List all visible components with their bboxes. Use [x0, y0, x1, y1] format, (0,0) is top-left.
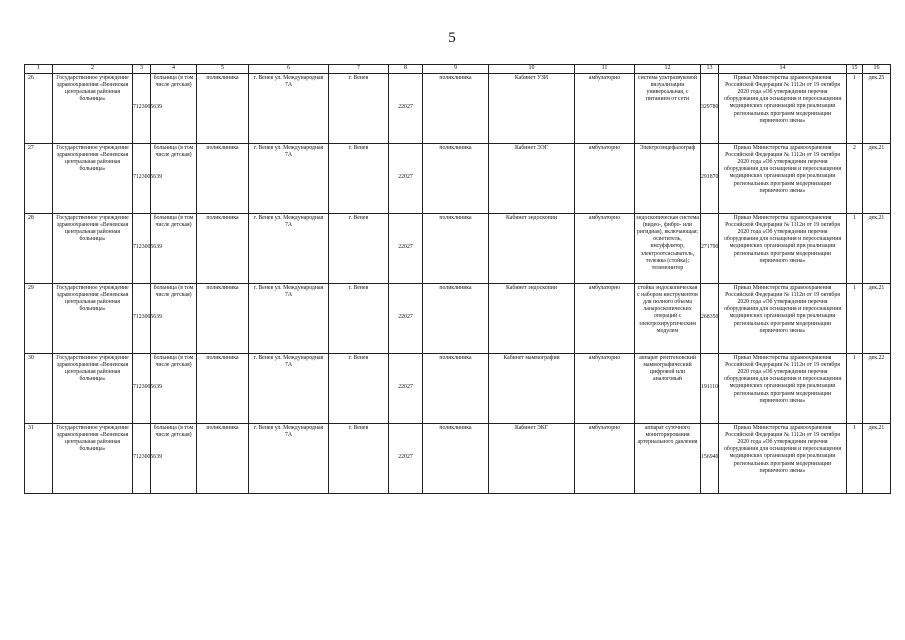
column-number: 6	[249, 65, 329, 74]
equipment-name: система ультразвуковой визуализации универсальная, с питанием от сети	[635, 73, 701, 143]
inn-code: 7123005639	[133, 353, 151, 423]
unit-type: поликлиника	[197, 423, 249, 493]
delivery-month: дек.21	[863, 283, 891, 353]
equipment-code: 329780	[701, 73, 719, 143]
city: г. Венев	[329, 423, 389, 493]
room: Кабинет ЭЭГ	[489, 143, 575, 213]
equipment-name: аппарат рентгеновский маммографический цифровой или аналоговый	[635, 353, 701, 423]
unit-type: поликлиника	[197, 73, 249, 143]
unit-type: поликлиника	[197, 143, 249, 213]
column-number: 12	[635, 65, 701, 74]
equipment-name: Электроэнцефалограф	[635, 143, 701, 213]
city: г. Венев	[329, 283, 389, 353]
care-mode: амбулаторно	[575, 423, 635, 493]
column-number: 13	[701, 65, 719, 74]
department: поликлиника	[423, 213, 489, 283]
organization-name: Государственное учреждение здравоохранения «Веневская центральная районная больница»	[53, 73, 133, 143]
equipment-code: 268350	[701, 283, 719, 353]
column-number-row	[25, 65, 891, 74]
room: Кабинет ЭКГ	[489, 423, 575, 493]
institution-type: больница (в том числе детская)	[151, 73, 197, 143]
column-number: 5	[197, 65, 249, 74]
care-mode: амбулаторно	[575, 143, 635, 213]
organization-name: Государственное учреждение здравоохранения «Веневская центральная районная больница»	[53, 143, 133, 213]
institution-type: больница (в том числе детская)	[151, 283, 197, 353]
equipment-code: 271790	[701, 213, 719, 283]
page-number: 5	[448, 30, 456, 46]
inn-code: 7123005639	[133, 283, 151, 353]
regulation: Приказ Министерства здравоохранения Российской Федерации № 1112н от 19 октября 2020 года «Об утверждении перечня оборудования для оснащения и переоснащения медицинских организаций при реализации региональных программ модернизации первичного звена»	[719, 213, 847, 283]
column-number: 4	[151, 65, 197, 74]
equipment-name: эндоскопическая система (видео-, фибро- или ригидная), включающая: осветитель, инсуффлятор, электроотсасыватель, тележка (стойка); телемонитор	[635, 213, 701, 283]
delivery-month: дек.22	[863, 353, 891, 423]
delivery-month: дек.21	[863, 213, 891, 283]
column-number: 15	[847, 65, 863, 74]
row-number: 29	[25, 283, 53, 353]
location-code: 22027	[389, 73, 423, 143]
regulation: Приказ Министерства здравоохранения Российской Федерации № 1112н от 19 октября 2020 года «Об утверждении перечня оборудования для оснащения и переоснащения медицинских организаций при реализации региональных программ модернизации первичного звена»	[719, 353, 847, 423]
equipment-code: 191110	[701, 353, 719, 423]
column-number: 10	[489, 65, 575, 74]
institution-type: больница (в том числе детская)	[151, 353, 197, 423]
care-mode: амбулаторно	[575, 73, 635, 143]
department: поликлиника	[423, 353, 489, 423]
department: поликлиника	[423, 423, 489, 493]
regulation: Приказ Министерства здравоохранения Российской Федерации № 1112н от 19 октября 2020 года «Об утверждении перечня оборудования для оснащения и переоснащения медицинских организаций при реализации региональных программ модернизации первичного звена»	[719, 283, 847, 353]
column-number: 2	[53, 65, 133, 74]
city: г. Венев	[329, 73, 389, 143]
inn-code: 7123005639	[133, 143, 151, 213]
inn-code: 7123005639	[133, 423, 151, 493]
quantity: 1	[847, 353, 863, 423]
quantity: 1	[847, 73, 863, 143]
regulation: Приказ Министерства здравоохранения Российской Федерации № 1112н от 19 октября 2020 года «Об утверждении перечня оборудования для оснащения и переоснащения медицинских организаций при реализации региональных программ модернизации первичного звена»	[719, 423, 847, 493]
column-number: 7	[329, 65, 389, 74]
column-number: 16	[863, 65, 891, 74]
department: поликлиника	[423, 73, 489, 143]
row-number: 28	[25, 213, 53, 283]
row-number: 30	[25, 353, 53, 423]
institution-type: больница (в том числе детская)	[151, 213, 197, 283]
room: Кабинет эндоскопии	[489, 283, 575, 353]
care-mode: амбулаторно	[575, 283, 635, 353]
city: г. Венев	[329, 353, 389, 423]
location-code: 22027	[389, 143, 423, 213]
quantity: 2	[847, 143, 863, 213]
quantity: 1	[847, 213, 863, 283]
equipment-code: 291870	[701, 143, 719, 213]
address: г. Венев ул. Международная 7А	[249, 353, 329, 423]
table-row	[25, 143, 891, 213]
table-row	[25, 73, 891, 143]
table-row	[25, 353, 891, 423]
equipment-name: стойка эндоскопическая с набором инструментов для полного объема лапароскопических операций с электрохирургическим модулем	[635, 283, 701, 353]
address: г. Венев ул. Международная 7А	[249, 143, 329, 213]
regulation: Приказ Министерства здравоохранения Российской Федерации № 1112н от 19 октября 2020 года «Об утверждении перечня оборудования для оснащения и переоснащения медицинских организаций при реализации региональных программ модернизации первичного звена»	[719, 73, 847, 143]
address: г. Венев ул. Международная 7А	[249, 213, 329, 283]
row-number: 27	[25, 143, 53, 213]
organization-name: Государственное учреждение здравоохранения «Веневская центральная районная больница»	[53, 213, 133, 283]
organization-name: Государственное учреждение здравоохранения «Веневская центральная районная больница»	[53, 283, 133, 353]
equipment-table	[24, 64, 891, 494]
unit-type: поликлиника	[197, 213, 249, 283]
column-number: 9	[423, 65, 489, 74]
organization-name: Государственное учреждение здравоохранения «Веневская центральная районная больница»	[53, 353, 133, 423]
column-number: 1	[25, 65, 53, 74]
regulation: Приказ Министерства здравоохранения Российской Федерации № 1112н от 19 октября 2020 года «Об утверждении перечня оборудования для оснащения и переоснащения медицинских организаций при реализации региональных программ модернизации первичного звена»	[719, 143, 847, 213]
delivery-month: дек.21	[863, 423, 891, 493]
column-number: 8	[389, 65, 423, 74]
delivery-month: дек.25	[863, 73, 891, 143]
row-number: 31	[25, 423, 53, 493]
column-number: 11	[575, 65, 635, 74]
care-mode: амбулаторно	[575, 353, 635, 423]
quantity: 1	[847, 423, 863, 493]
location-code: 22027	[389, 283, 423, 353]
organization-name: Государственное учреждение здравоохранения «Веневская центральная районная больница»	[53, 423, 133, 493]
delivery-month: дек.21	[863, 143, 891, 213]
location-code: 22027	[389, 353, 423, 423]
inn-code: 7123005639	[133, 73, 151, 143]
unit-type: поликлиника	[197, 283, 249, 353]
table-row	[25, 423, 891, 493]
inn-code: 7123005639	[133, 213, 151, 283]
department: поликлиника	[423, 283, 489, 353]
row-number: 26	[25, 73, 53, 143]
location-code: 22027	[389, 213, 423, 283]
address: г. Венев ул. Международная 7А	[249, 423, 329, 493]
city: г. Венев	[329, 143, 389, 213]
address: г. Венев ул. Международная 7А	[249, 283, 329, 353]
room: Кабинет эндоскопии	[489, 213, 575, 283]
institution-type: больница (в том числе детская)	[151, 423, 197, 493]
table-row	[25, 283, 891, 353]
equipment-code: 156940	[701, 423, 719, 493]
equipment-name: аппарат суточного мониторирования артериального давления	[635, 423, 701, 493]
quantity: 1	[847, 283, 863, 353]
column-number: 3	[133, 65, 151, 74]
department: поликлиника	[423, 143, 489, 213]
table-row	[25, 213, 891, 283]
unit-type: поликлиника	[197, 353, 249, 423]
care-mode: амбулаторно	[575, 213, 635, 283]
room: Кабинет УЗИ	[489, 73, 575, 143]
location-code: 22027	[389, 423, 423, 493]
address: г. Венев ул. Международная 7А	[249, 73, 329, 143]
column-number: 14	[719, 65, 847, 74]
room: Кабинет маммографии	[489, 353, 575, 423]
institution-type: больница (в том числе детская)	[151, 143, 197, 213]
city: г. Венев	[329, 213, 389, 283]
